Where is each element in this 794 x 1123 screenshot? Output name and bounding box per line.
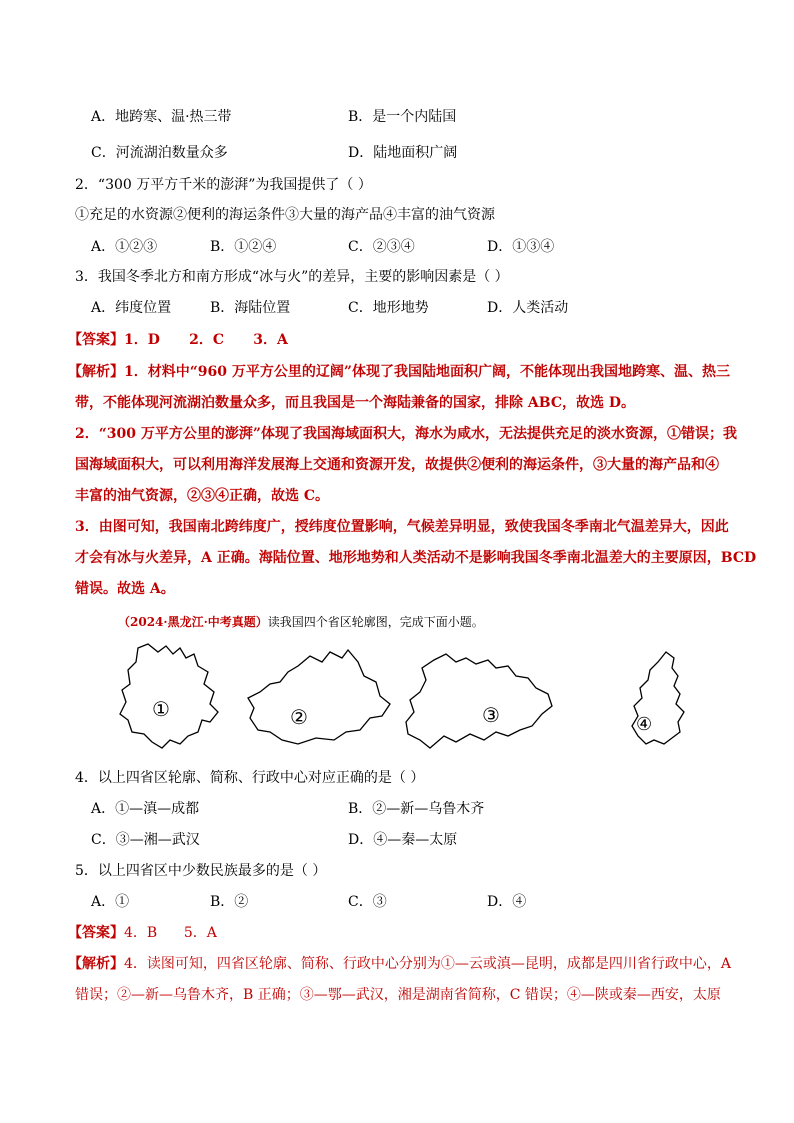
q5-option-a: A．① xyxy=(91,894,130,910)
answer-block-1 xyxy=(68,330,288,350)
q2-option-d: D．①③④ xyxy=(487,239,555,255)
intro-text: 读我国四个省区轮廓图，完成下面小题。 xyxy=(267,615,484,629)
analysis-line-1: 【解析】1．材料中“960 万平方公里的辽阔”体现了我国陆地面积广阔，不能体现出我国地跨寒、温、热三 xyxy=(68,364,730,380)
analysis-line-7: 才会有冰与火差异，A 正确。海陆位置、地形地势和人类活动不是影响我国冬季南北温差大的主要原因，BCD xyxy=(75,550,757,566)
answer-text: 1．D 2．C 3．A xyxy=(124,332,288,348)
q2-items: ①充足的水资源②便利的海运条件③大量的海产品④丰富的油气资源 xyxy=(75,207,495,223)
q3-option-d: D．人类活动 xyxy=(487,300,569,316)
answer-tag-2: 【答案】 xyxy=(68,925,124,941)
q4-option-c: C．③—湘—武汉 xyxy=(91,832,200,848)
q1-option-c: C．河流湖泊数量众多 xyxy=(91,145,228,161)
intro-block xyxy=(118,612,484,632)
q4-option-b: B．②—新—乌鲁木齐 xyxy=(348,801,485,817)
q4-option-d: D．④—秦—太原 xyxy=(348,832,458,848)
analysis-line-4: 国海域面积大，可以利用海洋发展海上交通和资源开发，故提供②便利的海运条件，③大量的海产品和④ xyxy=(75,457,719,473)
analysis-line-6: 3．由图可知，我国南北跨纬度广，授纬度位置影响，气候差异明显，致使我国冬季南北气温差异大，因此 xyxy=(75,519,729,535)
answer-tag: 【答案】 xyxy=(68,332,124,348)
map-label-4: ④ xyxy=(636,714,653,735)
q5-stem: 5．以上四省区中少数民族最多的是（ ） xyxy=(75,863,327,879)
analysis-line-3: 2．“300 万平方公里的澎湃”体现了我国海域面积大，海水为咸水，无法提供充足的淡水资源，①错误；我 xyxy=(75,426,737,442)
q3-option-b: B．海陆位置 xyxy=(210,300,291,316)
analysis-line-5: 丰富的油气资源，②③④正确，故选 C。 xyxy=(75,488,330,504)
exam-source: （2024·黑龙江·中考真题） xyxy=(118,615,268,629)
analysis-line-8: 错误。故选 A。 xyxy=(75,581,175,597)
answer-text-2: 4．B 5．A xyxy=(124,925,217,941)
province-map-1 xyxy=(118,640,223,760)
analysis2-line-1: 【解析】4．读图可知，四省区轮廓、简称、行政中心分别为①—云或滇—昆明，成都是四川省行政中心，A xyxy=(68,956,732,972)
analysis-tag-2: 【解析】 xyxy=(68,956,124,972)
map-label-1: ① xyxy=(152,697,170,721)
q2-stem: 2．“300 万平方千米的澎湃”为我国提供了（ ） xyxy=(75,177,372,193)
analysis2-line-2: 错误；②—新—乌鲁木齐，B 正确；③—鄂—武汉，湘是湖南省简称，C 错误；④—陕或秦—西安，太原 xyxy=(75,987,721,1003)
q3-option-c: C．地形地势 xyxy=(348,300,429,316)
q2-option-b: B．①②④ xyxy=(210,239,277,255)
province-map-4 xyxy=(628,648,688,748)
q1-option-a: A．地跨寒、温·热三带 xyxy=(91,109,232,125)
q3-option-a: A．纬度位置 xyxy=(91,300,172,316)
map-label-3: ③ xyxy=(482,703,500,727)
province-map-2 xyxy=(246,648,391,748)
q2-option-a: A．①②③ xyxy=(91,239,158,255)
q5-option-d: D．④ xyxy=(487,894,527,910)
q5-option-c: C．③ xyxy=(348,894,387,910)
province-map-3 xyxy=(404,650,554,752)
q4-stem: 4．以上四省区轮廓、简称、行政中心对应正确的是（ ） xyxy=(75,770,425,786)
q2-option-c: C．②③④ xyxy=(348,239,415,255)
q1-option-d: D．陆地面积广阔 xyxy=(348,145,458,161)
q3-stem: 3．我国冬季北方和南方形成“冰与火”的差异，主要的影响因素是（ ） xyxy=(75,269,509,285)
q1-option-b: B．是一个内陆国 xyxy=(348,109,457,125)
q5-option-b: B．② xyxy=(210,894,249,910)
analysis-tag: 【解析】 xyxy=(68,364,124,380)
analysis-line-2: 带，不能体现河流湖泊数量众多，而且我国是一个海陆兼备的国家，排除 ABC，故选 D。 xyxy=(75,395,635,411)
map-label-2: ② xyxy=(290,705,308,729)
q4-option-a: A．①—滇—成都 xyxy=(91,801,200,817)
answer-block-2 xyxy=(68,923,217,943)
